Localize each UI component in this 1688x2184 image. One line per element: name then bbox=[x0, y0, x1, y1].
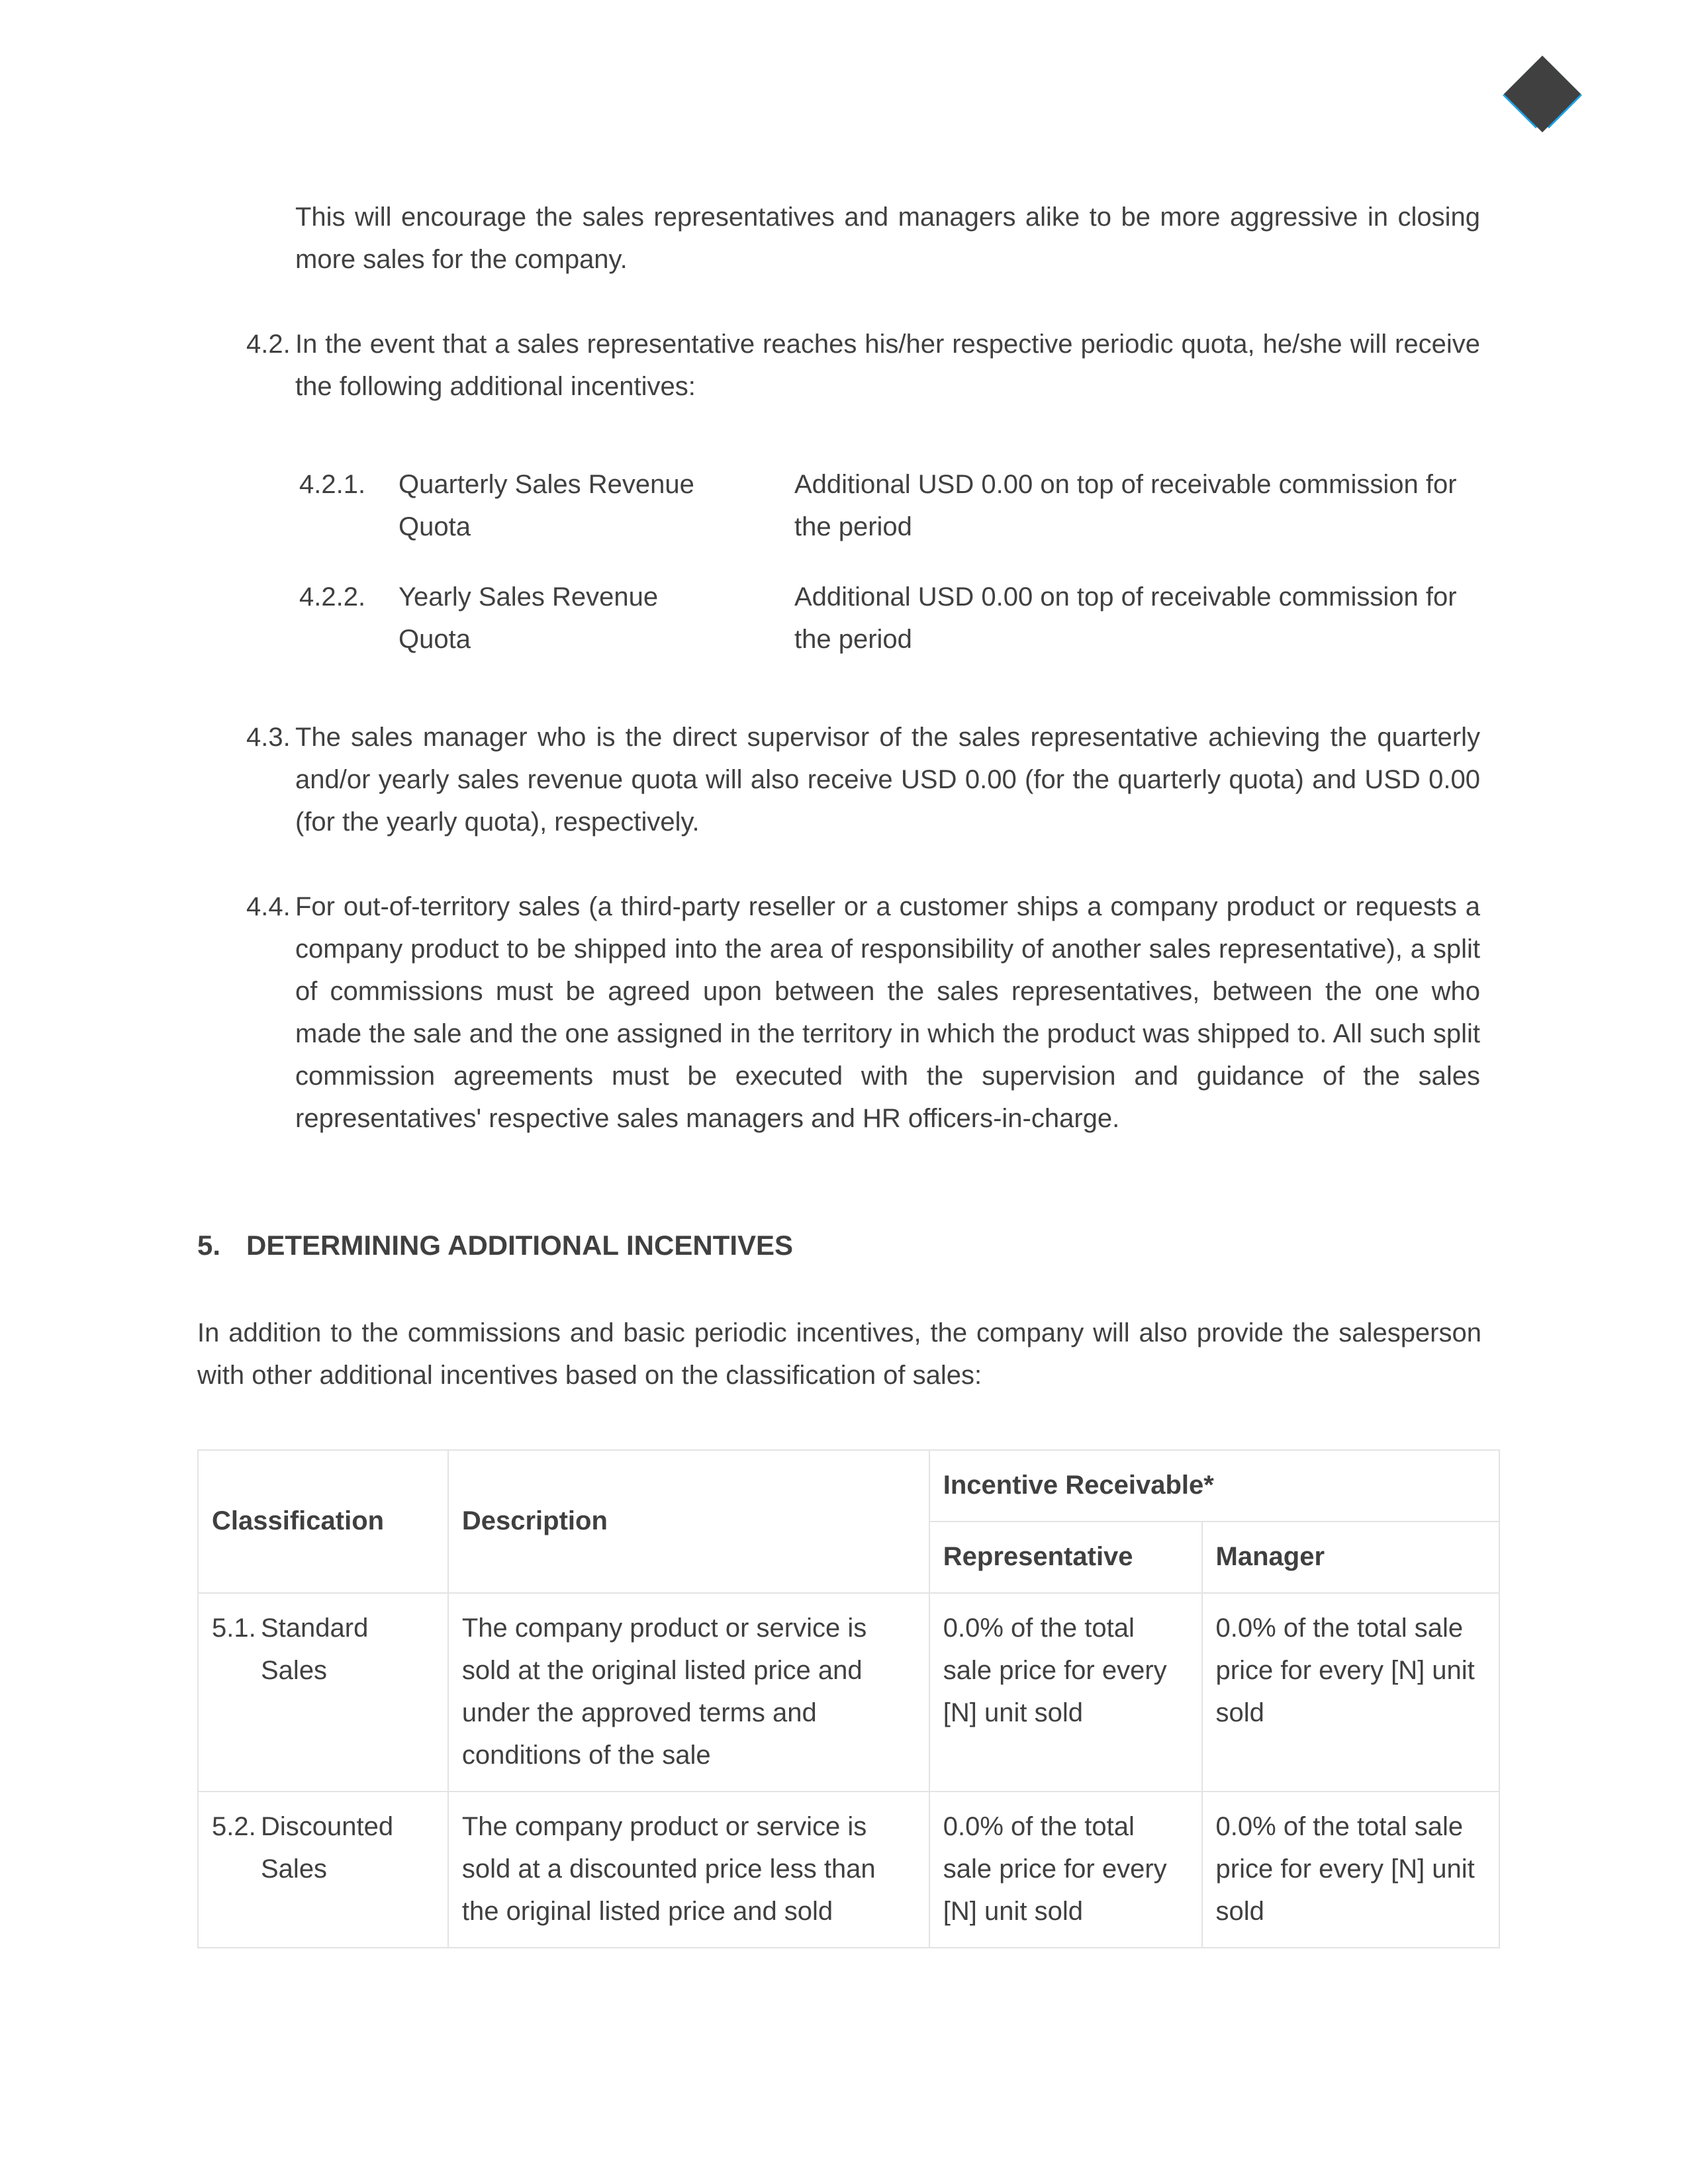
manager-cell: 0.0% of the total sale price for every [N] unit sold bbox=[1202, 1593, 1499, 1792]
header-classification: Classification bbox=[198, 1450, 448, 1593]
item-4-2-1-value: Additional USD 0.00 on top of receivable commission for the period bbox=[794, 470, 1457, 541]
classification-cell bbox=[198, 1792, 448, 1948]
classification-label: Standard Sales bbox=[261, 1614, 369, 1685]
header-description: Description bbox=[448, 1450, 929, 1593]
header-manager: Manager bbox=[1202, 1522, 1499, 1593]
header-representative: Representative bbox=[929, 1522, 1202, 1593]
section-5-title: DETERMINING ADDITIONAL INCENTIVES bbox=[246, 1230, 794, 1261]
item-4-2-1-label: Quarterly Sales Revenue Quota bbox=[399, 470, 694, 541]
table-row bbox=[198, 1593, 1499, 1792]
section-4-3-number: 4.3. bbox=[246, 723, 291, 752]
classification-number: 5.1. bbox=[212, 1614, 256, 1643]
section-5-number: 5. bbox=[197, 1230, 221, 1261]
representative-cell: 0.0% of the total sale price for every [N] unit sold bbox=[929, 1593, 1202, 1792]
classification-cell bbox=[198, 1593, 448, 1792]
diamond-logo-icon bbox=[1476, 53, 1609, 152]
table-row bbox=[198, 1792, 1499, 1948]
description-cell: The company product or service is sold at the original listed price and under the approved terms and conditions of the sale bbox=[448, 1593, 929, 1792]
section-4-2-number: 4.2. bbox=[246, 330, 291, 359]
item-4-2-2-number: 4.2.2. bbox=[299, 582, 366, 612]
representative-cell: 0.0% of the total sale price for every [N] unit sold bbox=[929, 1792, 1202, 1948]
section-5-intro: In addition to the commissions and basic periodic incentives, the company will also provide the salesperson with other additional incentives based on the classification of sales: bbox=[197, 1318, 1481, 1390]
section-4-4-number: 4.4. bbox=[246, 892, 291, 921]
section-4-4-text: For out-of-territory sales (a third-party reseller or a customer ships a company product or requests a company product to be shipped into the area of responsibility of another sales representative), a split of commissions must be agreed upon between the sales representatives, between the one who made the sale and the one assigned in the territory in which the product was shipped to. All such split commission agreements must be executed with the supervision and guidance of the sales representatives' respective sales managers and HR officers-in-charge. bbox=[295, 892, 1480, 1133]
classification-label: Discounted Sales bbox=[261, 1812, 394, 1884]
table-header-row bbox=[198, 1450, 1499, 1522]
section-4-3-text: The sales manager who is the direct supervisor of the sales representative achieving the quarterly and/or yearly sales revenue quota will also receive USD 0.00 (for the quarterly quota) and USD 0.00 (for the yearly quota), respectively. bbox=[295, 723, 1480, 837]
description-cell: The company product or service is sold at a discounted price less than the original listed price and sold bbox=[448, 1792, 929, 1948]
item-4-2-2-value: Additional USD 0.00 on top of receivable commission for the period bbox=[794, 582, 1457, 654]
item-4-2-1-number: 4.2.1. bbox=[299, 470, 366, 499]
section-4-2-text: In the event that a sales representative reaches his/her respective periodic quota, he/she will receive the following additional incentives: bbox=[295, 330, 1480, 401]
classification-number: 5.2. bbox=[212, 1812, 256, 1841]
incentives-table bbox=[197, 1449, 1500, 1948]
intro-paragraph: This will encourage the sales representatives and managers alike to be more aggressive in closing more sales for the company. bbox=[295, 203, 1480, 274]
manager-cell: 0.0% of the total sale price for every [N] unit sold bbox=[1202, 1792, 1499, 1948]
header-incentive-receivable: Incentive Receivable* bbox=[929, 1450, 1499, 1522]
item-4-2-2-label: Yearly Sales Revenue Quota bbox=[399, 582, 659, 654]
